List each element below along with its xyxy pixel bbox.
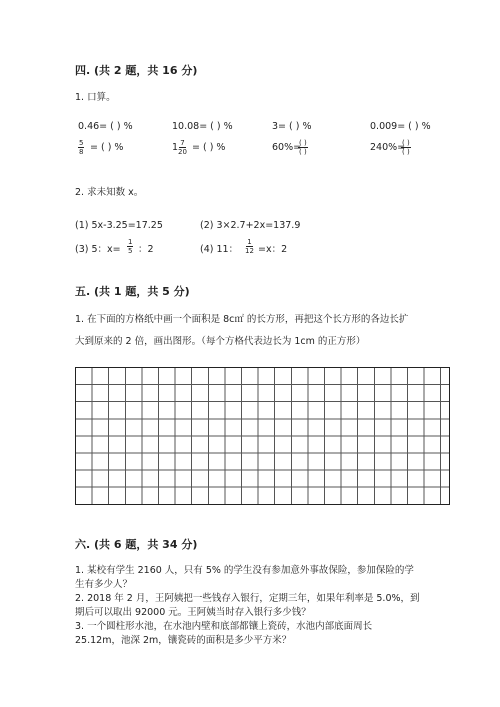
calc-item-3: 3= ( ) % bbox=[272, 121, 312, 132]
calc-item-4: 0.009= ( ) % bbox=[370, 121, 431, 132]
fraction-1-12: $\frac{1}{12}$ bbox=[245, 238, 254, 255]
equation-3-suffix: ：2 bbox=[138, 244, 154, 255]
section-6-line-3: 2. 2018 年 2 月，王阿姨把一些钱存入银行，定期三年，如果年利率是 5.0%，到 bbox=[75, 593, 420, 604]
equation-3-prefix: (3) 5：x= bbox=[75, 244, 121, 255]
calc-item-5: = ( ) % bbox=[90, 142, 124, 153]
calc-item-8: 240%= bbox=[370, 142, 406, 153]
section-6-line-6: 25.12m，池深 2m，镶瓷砖的面积是多少平方米？ bbox=[75, 635, 292, 646]
mixed-whole: 1 bbox=[172, 142, 179, 153]
section-6-title: 六. (共 6 题，共 34 分) bbox=[75, 538, 198, 551]
grid-paper bbox=[75, 367, 450, 505]
section-6-line-1: 1. 某校有学生 2160 人，只有 5% 的学生没有参加意外事故保险，参加保险的学 bbox=[75, 565, 414, 576]
section-6-line-5: 3. 一个圆柱形水池，在水池内壁和底部都镶上瓷砖，水池内部底面周长 bbox=[75, 621, 373, 632]
blank-fraction-2: ( ) ( ) bbox=[402, 139, 410, 156]
question-1-label: 1. 口算。 bbox=[75, 92, 116, 103]
fraction-7-20: $\frac{7}{20}$ bbox=[178, 139, 187, 156]
fraction-5-8: $\frac{5}{8}$ bbox=[79, 139, 84, 156]
calc-item-1: 0.46= ( ) % bbox=[78, 121, 133, 132]
equation-1: (1) 5x-3.25=17.25 bbox=[75, 220, 163, 231]
equation-4-prefix: (4) 11： bbox=[200, 244, 239, 255]
equation-2: (2) 3×2.7+2x=137.9 bbox=[200, 220, 301, 231]
section-6-line-4: 期后可以取出 92000 元。王阿姨当时存入银行多少钱？ bbox=[75, 607, 311, 618]
section-4-title: 四. (共 2 题，共 16 分) bbox=[75, 64, 198, 77]
section-5-title: 五. (共 1 题，共 5 分) bbox=[75, 285, 190, 298]
calc-item-6: = ( ) % bbox=[192, 142, 226, 153]
calc-item-2: 10.08= ( ) % bbox=[172, 121, 233, 132]
calc-item-7: 60%= bbox=[272, 142, 302, 153]
section-5-line-2: 大到原来的 2 倍，画出图形。（每个方格代表边长为 1cm 的正方形） bbox=[75, 336, 366, 347]
question-2-label: 2. 求未知数 x。 bbox=[75, 187, 144, 198]
section-5-line-1: 1. 在下面的方格纸中画一个面积是 8c㎡ 的长方形，再把这个长方形的各边长扩 bbox=[75, 314, 409, 325]
blank-fraction-1: ( ) ( ) bbox=[299, 139, 307, 156]
section-6-line-2: 生有多少人？ bbox=[75, 579, 133, 590]
equation-4-suffix: =x：2 bbox=[258, 244, 288, 255]
fraction-1-5: $\frac{1}{5}$ bbox=[128, 238, 133, 255]
